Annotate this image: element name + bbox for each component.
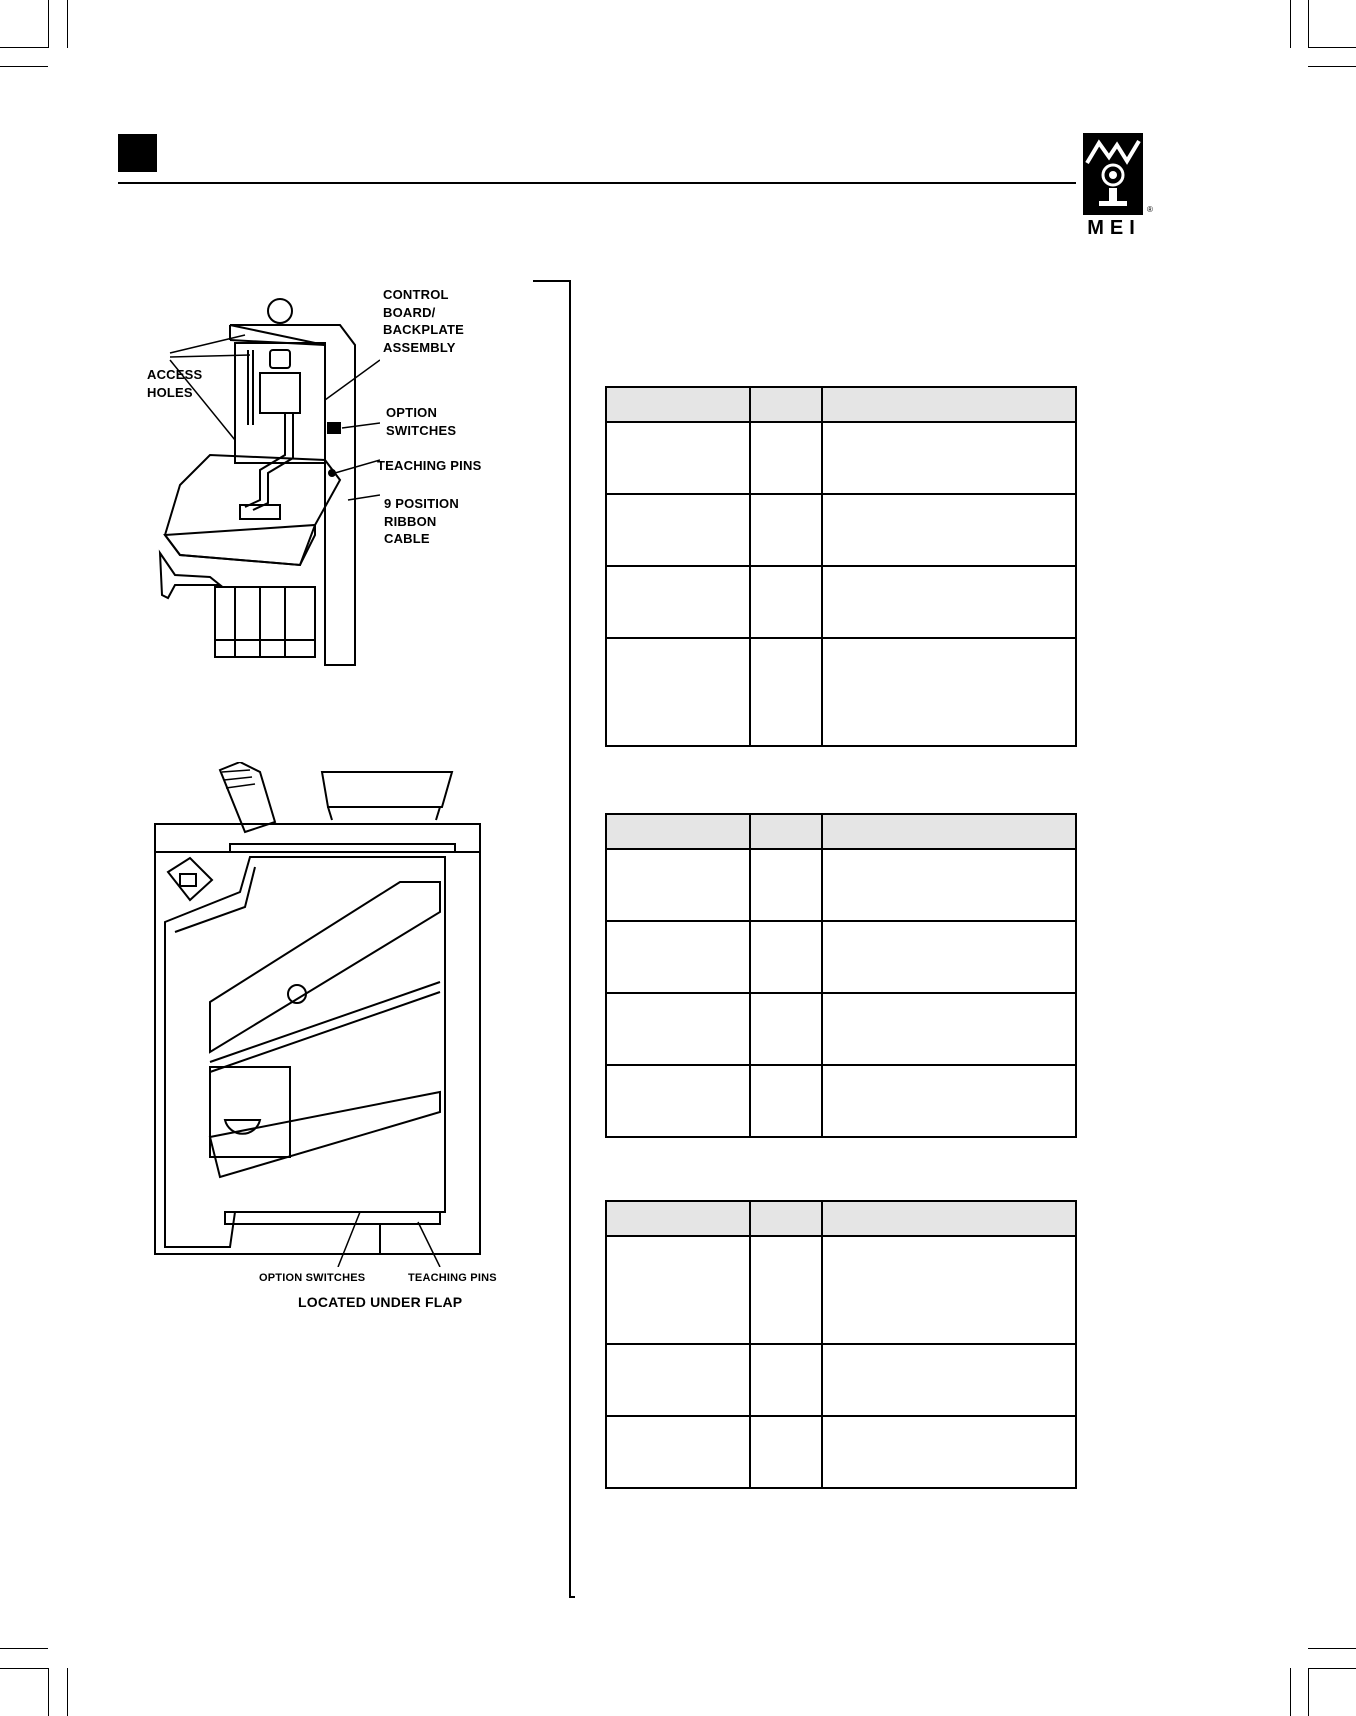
table-cell bbox=[606, 494, 750, 566]
table-cell bbox=[750, 422, 822, 494]
table-header-cell bbox=[822, 1201, 1076, 1236]
brand-name: MEI bbox=[1087, 217, 1141, 239]
table-cell bbox=[822, 638, 1076, 746]
crop-mark bbox=[1308, 0, 1309, 48]
crop-mark bbox=[1308, 66, 1356, 67]
table-cell bbox=[822, 921, 1076, 993]
table-cell bbox=[606, 1065, 750, 1137]
table-header-cell bbox=[822, 387, 1076, 422]
crop-mark bbox=[1290, 0, 1291, 48]
label-ribbon-cable: 9 POSITION RIBBON CABLE bbox=[384, 496, 459, 546]
table-row bbox=[606, 921, 1076, 993]
label-access-holes: ACCESS HOLES bbox=[147, 367, 203, 400]
table-cell bbox=[750, 494, 822, 566]
table-row bbox=[606, 494, 1076, 566]
table-cell bbox=[822, 422, 1076, 494]
crop-mark bbox=[1308, 1668, 1309, 1716]
crop-mark bbox=[1290, 1668, 1291, 1716]
table-cell bbox=[606, 921, 750, 993]
table-header-row bbox=[606, 1201, 1076, 1236]
table-row bbox=[606, 1344, 1076, 1416]
label-option-switches-2: OPTION SWITCHES bbox=[259, 1272, 366, 1284]
table-cell bbox=[750, 566, 822, 638]
table-cell bbox=[750, 1416, 822, 1488]
table-cell bbox=[606, 993, 750, 1065]
table-cell bbox=[750, 849, 822, 921]
mei-logo bbox=[1083, 133, 1153, 243]
header-rule bbox=[118, 182, 1076, 184]
table-cell bbox=[750, 638, 822, 746]
table-cell bbox=[822, 1065, 1076, 1137]
crop-mark bbox=[48, 1668, 49, 1716]
interior-illustration bbox=[150, 762, 485, 1267]
table-cell bbox=[606, 422, 750, 494]
table-header-cell bbox=[822, 814, 1076, 849]
table-header-cell bbox=[750, 387, 822, 422]
table-row bbox=[606, 1236, 1076, 1344]
crop-mark bbox=[0, 1668, 48, 1669]
table-cell bbox=[822, 566, 1076, 638]
crop-mark bbox=[67, 1668, 68, 1716]
section-marker bbox=[118, 134, 157, 172]
table-cell bbox=[606, 566, 750, 638]
label-teaching-pins-2: TEACHING PINS bbox=[408, 1272, 497, 1284]
table-row bbox=[606, 1416, 1076, 1488]
validator-illustration bbox=[150, 295, 380, 670]
table-cell bbox=[822, 849, 1076, 921]
crop-mark bbox=[0, 47, 48, 48]
table-row bbox=[606, 993, 1076, 1065]
table-cell bbox=[606, 1344, 750, 1416]
crop-mark bbox=[67, 0, 68, 48]
table-cell bbox=[822, 1344, 1076, 1416]
table-cell bbox=[750, 1344, 822, 1416]
table-cell bbox=[750, 921, 822, 993]
crop-mark bbox=[48, 0, 49, 48]
crop-mark bbox=[1308, 1648, 1356, 1649]
crop-mark bbox=[0, 1648, 48, 1649]
table-header-cell bbox=[606, 387, 750, 422]
label-option-switches: OPTION SWITCHES bbox=[386, 405, 457, 438]
crop-mark bbox=[1308, 47, 1356, 48]
figure-caption: LOCATED UNDER FLAP bbox=[298, 1294, 463, 1310]
table-header-cell bbox=[750, 814, 822, 849]
crop-mark bbox=[1308, 1668, 1356, 1669]
table-cell bbox=[750, 1065, 822, 1137]
table-3 bbox=[605, 1200, 1075, 1489]
table-cell bbox=[822, 993, 1076, 1065]
label-teaching-pins: TEACHING PINS bbox=[377, 458, 482, 473]
table-row bbox=[606, 849, 1076, 921]
table-row bbox=[606, 422, 1076, 494]
table-header-cell bbox=[750, 1201, 822, 1236]
crop-mark bbox=[0, 66, 48, 67]
table-cell bbox=[822, 1236, 1076, 1344]
label-control-board: CONTROL BOARD/ BACKPLATE ASSEMBLY bbox=[383, 287, 464, 355]
table-row bbox=[606, 566, 1076, 638]
table-header-cell bbox=[606, 814, 750, 849]
mei-logo-icon bbox=[1083, 133, 1145, 215]
table-cell bbox=[606, 638, 750, 746]
table-1 bbox=[605, 386, 1075, 747]
table-cell bbox=[606, 1416, 750, 1488]
table-cell bbox=[822, 494, 1076, 566]
table-row bbox=[606, 638, 1076, 746]
table-cell bbox=[606, 849, 750, 921]
registered-mark: ® bbox=[1147, 205, 1153, 214]
table-header-row bbox=[606, 387, 1076, 422]
table-row bbox=[606, 1065, 1076, 1137]
table-header-cell bbox=[606, 1201, 750, 1236]
table-cell bbox=[606, 1236, 750, 1344]
table-header-row bbox=[606, 814, 1076, 849]
table-2 bbox=[605, 813, 1075, 1138]
table-cell bbox=[750, 993, 822, 1065]
content-bracket bbox=[533, 280, 575, 1598]
table-cell bbox=[822, 1416, 1076, 1488]
table-cell bbox=[750, 1236, 822, 1344]
